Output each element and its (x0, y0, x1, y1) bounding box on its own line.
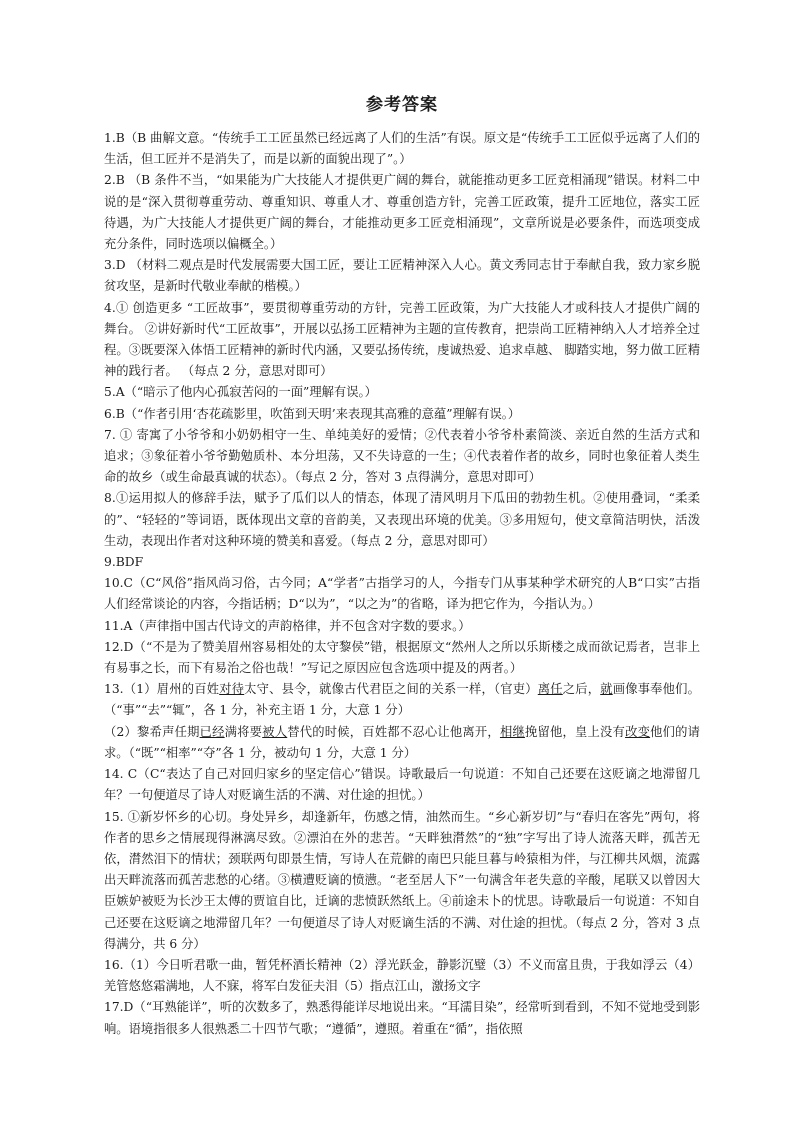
answer-15: 15. ①新岁怀乡的心切。身处异乡，却逢新年，伤感之情，油然而生。“乡心新岁切”与“春归在客先”两句，将作者的思乡之情展现得淋漓尽致。②漂泊在外的悲苦。“天畔独潸然”的“独”字写出了诗人流落天畔，孤苦无依，潸然泪下的情状；颈联两句即景生情，写诗人在荒僻的南巴只能旦暮与岭猿相为伴，与江柳共风烟，流露出天畔流落而孤苦悲愁的心绪。③横遭贬谪的愤懑。“老至居人下”一句满含年老失意的辛酸，尾联又以曾因大臣嫉妒被贬为长沙王太傅的贾谊自比，迁谪的悲愤跃然纸上。④前途未卜的忧思。诗歌最后一句说道：不知自己还要在这贬谪之地滞留几年？一句便道尽了诗人对贬谪生活的不满、对仕途的担忧。（每点 2 分，答对 3 点得满分，共 6 分） (104, 809, 700, 951)
page-title: 参考答案 (366, 95, 438, 115)
answer-4: 4.① 创造更多 “工匠故事”，要贯彻尊重劳动的方针，完善工匠政策，为广大技能人才或科技人才提供广阔的舞台。 ②讲好新时代“工匠故事”，开展以弘扬工匠精神为主题的宣传教育，把崇尚工匠精神纳入人才培养全过程。③既要深入体悟工匠精神的新时代内涵，又要弘扬传统，虔诚热爱、追求卓越、 脚踏实地，努力做工匠精神的践行者。 （每点 2 分，意思对即可） (104, 300, 700, 379)
answer-7: 7. ① 寄寓了小爷爷和小奶奶相守一生、单纯美好的爱情；②代表着小爷爷朴素简淡、亲近自然的生活方式和追求；③象征着小爷爷勤勉质朴、本分坦荡，又不失诗意的一生；④代表着作者的故乡，同时也象征着人类生命的故乡（或生命最真诚的状态）。（每点 2 分，答对 3 点得满分，意思对即可） (104, 427, 700, 485)
underlined-term: 已经 (199, 724, 225, 739)
answer-text: 替代的时候，百姓都不忍心让他离开， (287, 724, 500, 739)
answer-13-part-1 (104, 679, 700, 721)
underlined-term: 改变 (625, 724, 651, 739)
answer-list (104, 128, 700, 1040)
answer-6: 6.B（“作者引用‘杏花疏影里，吹笛到天明’来表现其高雅的意蕴”理解有误。） (104, 406, 521, 421)
answer-3: 3.D （材料二观点是时代发展需要大国工匠，要让工匠精神深入人心。黄文秀同志甘于奉献自我，致力家乡脱贫攻坚，是新时代敬业奉献的楷模。） (104, 258, 700, 294)
answer-17: 17.D（“耳熟能详”，听的次数多了，熟悉得能详尽地说出来。“耳濡目染”，经常听到看到，不知不觉地受到影响。语境指很多人很熟悉二十四节气歌；“遵循”，遵照。着重在“循”，指依照 (104, 1000, 700, 1036)
answer-text: 满将要 (224, 724, 263, 739)
answer-page (104, 93, 700, 1040)
answer-11: 11.A（声律指中国古代诗文的声韵格律，并不包含对字数的要求。） (104, 618, 471, 633)
underlined-term: 对待 (219, 682, 245, 697)
underlined-term: 相继 (499, 724, 525, 739)
answer-2: 2.B （B 条件不当，“如果能为广大技能人才提供更广阔的舞台，就能推动更多工匠竞相涌现”错误。材料二中说的是“深入贯彻尊重劳动、尊重知识、尊重人才、尊重创造方针，完善工匠政策，提升工匠地位，落实工匠待遇，为广大技能人才提供更广阔的舞台，才能推动更多工匠竞相涌现”，文章所说是必要条件，而选项变成充分条件，同时选项以偏概全。） (104, 173, 700, 252)
underlined-term: 就 (600, 682, 613, 697)
answer-16: 16.（1）今日听君歌一曲，暂凭杯酒长精神（2）浮光跃金，静影沉璧（3）不义而富且贵，于我如浮云（4）羌管悠悠霜满地，人不寐，将军白发征夫泪（5）指点江山，激扬文字 (104, 957, 700, 994)
answer-text: （2）黎希声任期 (104, 724, 200, 739)
answer-1: 1.B（B 曲解文意。“传统手工工匠虽然已经远离了人们的生活”有误。原文是“传统手工工匠似乎远离了人们的生活，但工匠并不是消失了，而是以新的面貌出现了”。） (104, 131, 700, 167)
answer-text: 挽留他，皇上没有 (524, 724, 626, 739)
answer-5: 5.A（“暗示了他内心孤寂苦闷的一面”理解有误。） (104, 385, 377, 400)
answer-8: 8.①运用拟人的修辞手法，赋予了瓜们以人的情态，体现了清风明月下瓜田的勃勃生机。②使用叠词，“柔柔的”、“轻轻的”等词语，既体现出文章的音韵美，又表现出环境的优美。③多用短句，使文章简洁明快，活泼生动，表现出作者对这种环境的赞美和喜爱。（每点 2 分，意思对即可） (104, 491, 700, 548)
underlined-term: 离任 (537, 682, 563, 697)
answer-12: 12.D（“不是为了赞美眉州容易相处的太守黎侯”错，根据原文“然州人之所以乐斯楼之成而欲记焉者，岂非上有易事之长，而下有易治之俗也哉！”写记之原因应包含选项中提及的两者。） (104, 639, 700, 676)
answer-text: 他们的请求。（“既”“相率”“夺”各 1 分，被动句 1 分，大意 1 分） (104, 724, 700, 760)
answer-text: 画像事奉他们。（“事”“去”“辄”，各 1 分，补充主语 1 分，大意 1 分） (104, 682, 700, 718)
underlined-term: 被人 (262, 724, 288, 739)
answer-14: 14. C（C“表达了自己对回归家乡的坚定信心”错误。诗歌最后一句说道：不知自己还要在这贬谪之地滞留几年？一句便道尽了诗人对贬谪生活的不满、对仕途的担忧。） (104, 767, 700, 803)
answer-13-part-2 (104, 722, 700, 764)
answer-10: 10.C（C“风俗”指风尚习俗，古今同；A“学者”古指学习的人，今指专门从事某种学术研究的人B“口实”古指人们经常谈论的内容，今指话柄；D“以为”，“以之为”的省略，译为把它作为，今指认为。） (104, 576, 700, 612)
answer-text: 13.（1）眉州的百姓 (104, 682, 220, 697)
answer-text: 太守、县令，就像古代君臣之间的关系一样，（官吏） (244, 682, 538, 697)
answer-9: 9.BDF (104, 555, 144, 570)
answer-text: 之后， (562, 682, 601, 697)
